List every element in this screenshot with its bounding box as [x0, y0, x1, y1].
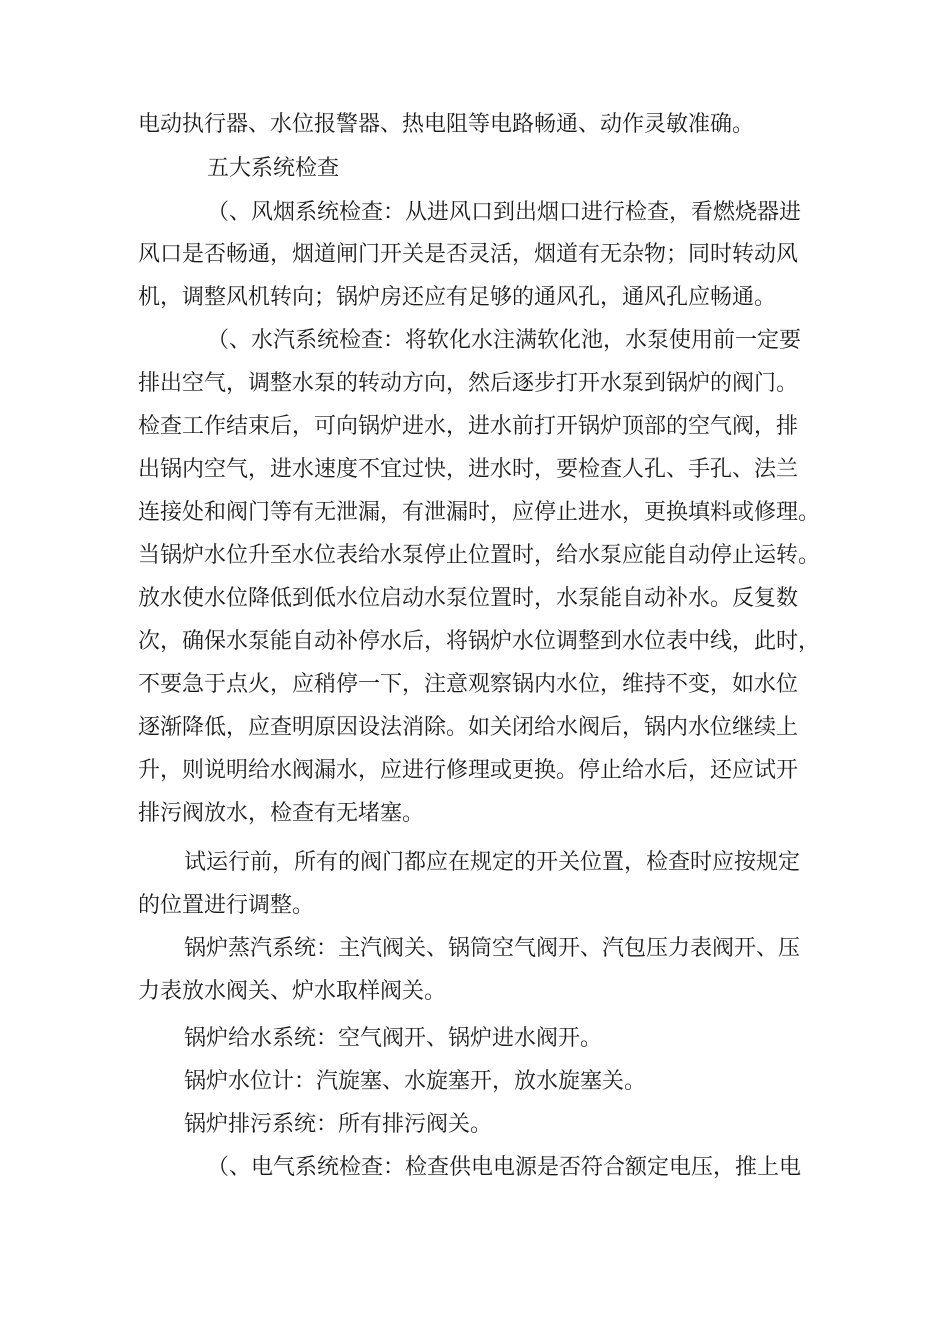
text-line: 检查工作结束后，可向锅炉进水，进水前打开锅炉顶部的空气阀，排: [138, 414, 799, 439]
text-line: 出锅内空气，进水速度不宜过快，进水时，要检查人孔、手孔、法兰: [138, 457, 799, 482]
text-line: （、电气系统检查：检查供电电源是否符合额定电压，推上电: [207, 1155, 802, 1180]
text-line: 当锅炉水位升至水位表给水泵停止位置时，给水泵应能自动停止运转。: [138, 543, 821, 568]
text-line: 不要急于点火，应稍停一下，注意观察锅内水位，维持不变，如水位: [138, 672, 799, 697]
text-line: 试运行前，所有的阀门都应在规定的开关位置，检查时应按规定: [184, 850, 801, 875]
text-line: 力表放水阀关、炉水取样阀关。: [138, 979, 447, 1004]
text-line: 次，确保水泵能自动补停水后，将锅炉水位调整到水位表中线，此时，: [138, 629, 821, 654]
text-line: 锅炉排污系统：所有排污阀关。: [184, 1112, 493, 1137]
text-line: 排出空气，调整水泵的转动方向，然后逐步打开水泵到锅炉的阀门。: [138, 371, 799, 396]
text-line: （、水汽系统检查：将软化水注满软化池，水泵使用前一定要: [207, 328, 802, 353]
text-line: 逐渐降低，应查明原因设法消除。如关闭给水阀后，锅内水位继续上: [138, 715, 799, 740]
text-line: 机，调整风机转向；锅炉房还应有足够的通风孔，通风孔应畅通。: [138, 285, 777, 310]
text-line: 排污阀放水，检查有无堵塞。: [138, 801, 425, 826]
text-line: 放水使水位降低到低水位启动水泵位置时，水泵能自动补水。反复数: [138, 586, 799, 611]
text-line: 锅炉水位计：汽旋塞、水旋塞开，放水旋塞关。: [184, 1069, 647, 1094]
section-heading: 五大系统检查: [207, 156, 340, 181]
text-line: 的位置进行调整。: [138, 893, 315, 918]
text-line: 连接处和阀门等有无泄漏，有泄漏时，应停止进水，更换填料或修理。: [138, 500, 821, 525]
text-line: 锅炉给水系统：空气阀开、锅炉进水阀开。: [184, 1026, 603, 1051]
text-line: 风口是否畅通，烟道闸门开关是否灵活，烟道有无杂物；同时转动风: [138, 242, 799, 267]
text-line: 升，则说明给水阀漏水，应进行修理或更换。停止给水后，还应试开: [138, 758, 799, 783]
text-line: 锅炉蒸汽系统：主汽阀关、锅筒空气阀开、汽包压力表阀开、压: [184, 936, 801, 961]
text-line: 电动执行器、水位报警器、热电阻等电路畅通、动作灵敏准确。: [138, 112, 755, 137]
text-line: （、风烟系统检查：从进风口到出烟口进行检查，看燃烧器进: [207, 200, 802, 225]
